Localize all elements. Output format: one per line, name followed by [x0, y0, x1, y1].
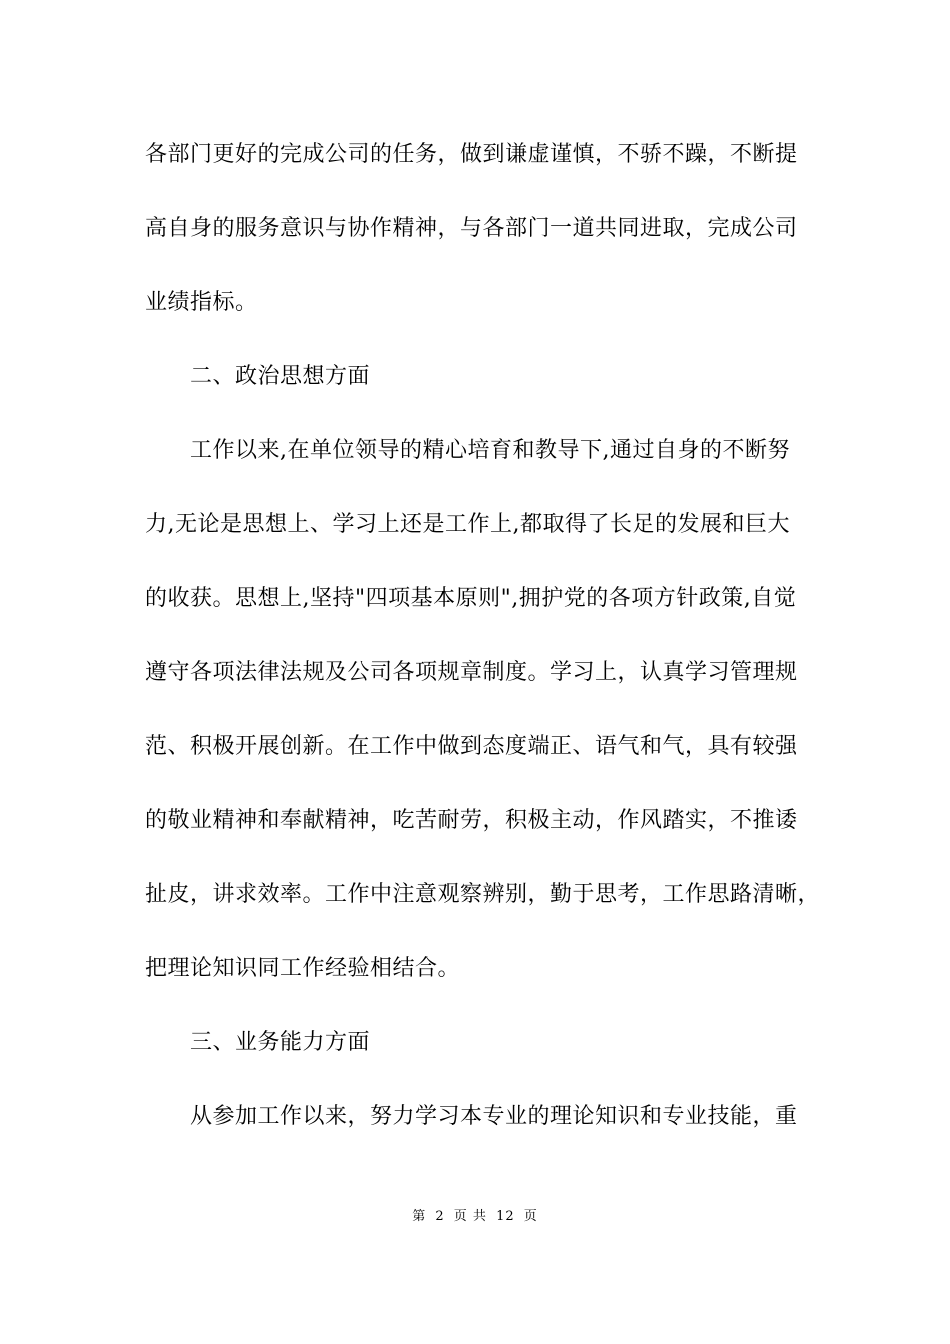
paragraph-line: 扯皮，讲求效率。工作中注意观察辨别，勤于思考，工作思路清晰，	[145, 882, 821, 907]
paragraph-line: 力,无论是思想上、学习上还是工作上,都取得了长足的发展和巨大	[145, 512, 790, 537]
page-footer	[0, 1208, 950, 1226]
current-page-number: 2	[435, 1209, 445, 1224]
paragraph-line: 的敬业精神和奉献精神，吃苦耐劳，积极主动，作风踏实，不推诿	[145, 808, 798, 833]
footer-prefix: 第	[412, 1209, 427, 1224]
paragraph-line: 高自身的服务意识与协作精神，与各部门一道共同进取，完成公司	[145, 216, 798, 241]
footer-mid: 页 共	[453, 1209, 487, 1224]
section-heading: 二、政治思想方面	[190, 364, 371, 389]
paragraph-line: 的收获。思想上,坚持"四项基本原则",拥护党的各项方针政策,自觉	[145, 586, 797, 611]
paragraph-line: 遵守各项法律法规及公司各项规章制度。学习上，认真学习管理规	[145, 660, 798, 685]
total-page-count: 12	[496, 1209, 515, 1224]
paragraph-line: 范、积极开展创新。在工作中做到态度端正、语气和气，具有较强	[145, 734, 798, 759]
paragraph-line: 工作以来,在单位领导的精心培育和教导下,通过自身的不断努	[190, 438, 790, 463]
paragraph-line: 各部门更好的完成公司的任务，做到谦虚谨慎，不骄不躁，不断提	[145, 142, 798, 167]
paragraph-line: 把理论知识同工作经验相结合。	[145, 956, 461, 981]
paragraph-line: 从参加工作以来，努力学习本专业的理论知识和专业技能，重	[190, 1104, 798, 1129]
paragraph-line: 业绩指标。	[145, 290, 258, 315]
footer-suffix: 页	[523, 1209, 538, 1224]
section-heading: 三、业务能力方面	[190, 1030, 371, 1055]
